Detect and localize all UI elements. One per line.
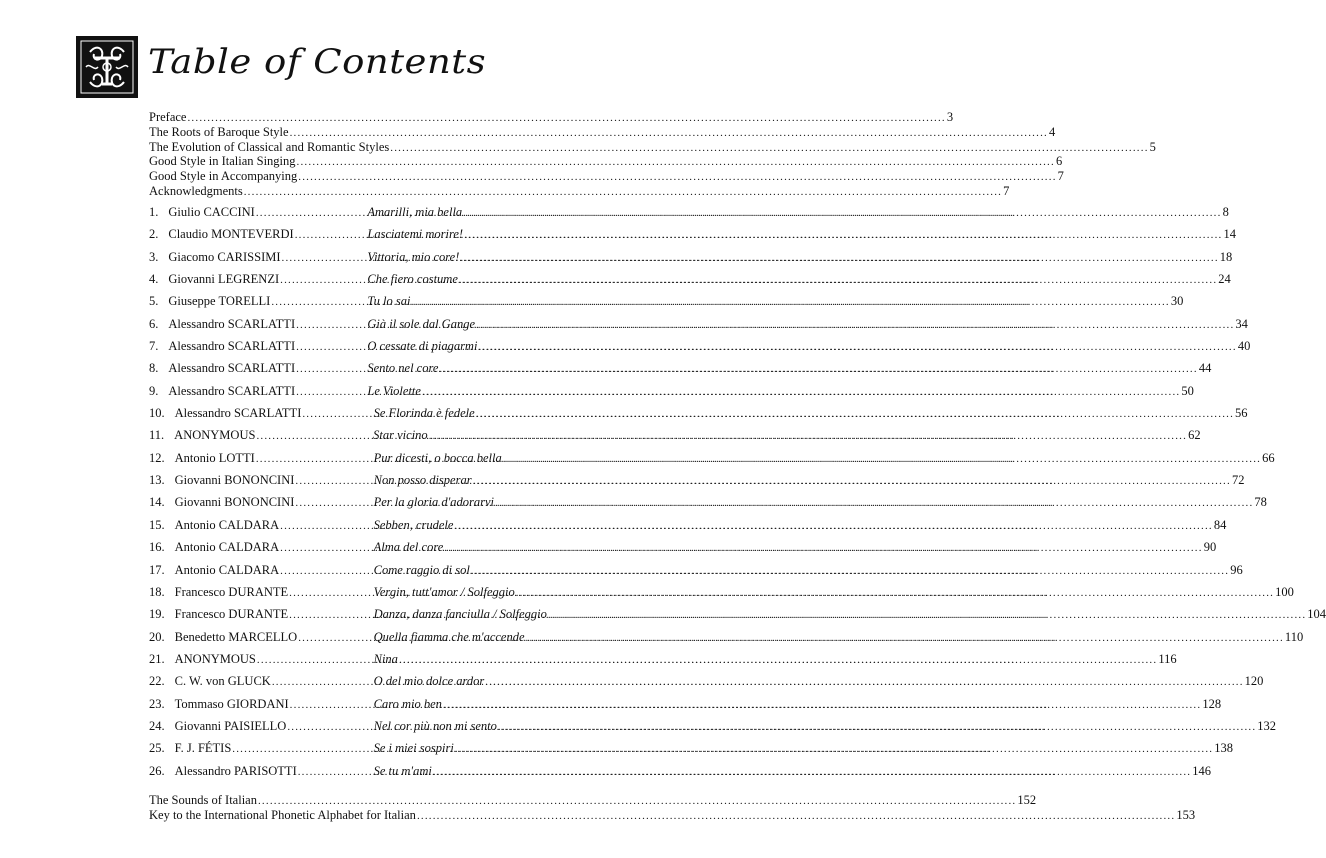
song-number: 4. (149, 272, 159, 287)
leader-dots (503, 448, 1261, 470)
leader-dots (463, 202, 1221, 224)
entry-label: Key to the International Phonetic Alphabet for Italian (149, 807, 416, 822)
song-entry[interactable] (149, 246, 1233, 268)
composer-name: Alessandro SCARLATTI (168, 361, 296, 376)
song-number: 3. (149, 249, 159, 264)
leader-dots (443, 694, 1201, 716)
song-title: Alma del core (373, 540, 444, 555)
list-item[interactable] (149, 169, 1064, 184)
composer-name: Antonio LOTTI (174, 450, 255, 465)
toc-header (76, 36, 636, 98)
leader-dots (460, 247, 1218, 269)
song-number: 8. (149, 361, 159, 376)
song-title: Che fiero costume (367, 272, 458, 287)
song-title: Danza, danza fanciulla / Solfeggio (373, 607, 547, 622)
page-number: 146 (1192, 763, 1212, 778)
song-number: 12. (149, 450, 165, 465)
song-title: Le Violette (367, 383, 421, 398)
composer-name: Antonio CALDARA (174, 562, 280, 577)
song-number: 24. (149, 718, 165, 733)
entry-label: Good Style in Italian Singing (149, 154, 296, 169)
composer-name: Giacomo CARISSIMI (168, 249, 281, 264)
composer-name: Tommaso GIORDANI (174, 696, 289, 711)
song-entry[interactable] (149, 514, 1227, 536)
composer-name: Giovanni LEGRENZI (168, 272, 280, 287)
song-title: Tu lo sai (367, 294, 411, 309)
song-title: Star vicino (373, 428, 428, 443)
composer-name: ANONYMOUS (174, 651, 256, 666)
song-entry[interactable] (149, 536, 1217, 558)
page-number: 24 (1218, 272, 1231, 287)
song-entry[interactable] (149, 447, 1275, 469)
leader-dots (417, 809, 1175, 824)
page-number: 110 (1284, 629, 1304, 644)
leader-dots (478, 336, 1236, 358)
song-number: 11. (149, 428, 165, 443)
leader-dots (548, 604, 1306, 626)
composer-name: Giulio CACCINI (168, 205, 255, 219)
page-number: 4 (1048, 124, 1056, 139)
song-title: Per la gloria d'adorarvi (373, 495, 495, 510)
song-entry[interactable] (149, 693, 1222, 715)
leader-dots (476, 314, 1234, 336)
page-number: 40 (1237, 339, 1251, 354)
song-title: Sento nel core (367, 361, 439, 376)
song-number: 2. (149, 227, 159, 242)
page-number: 78 (1254, 495, 1267, 510)
song-entry[interactable] (149, 670, 1264, 692)
song-title: Se tu m'ami (373, 763, 432, 778)
front-matter-list (149, 110, 1156, 199)
song-entry[interactable] (149, 626, 1304, 648)
song-title: O del mio dolce ardor (373, 674, 485, 689)
entry-label: The Evolution of Classical and Romantic Styles (149, 139, 390, 154)
page-number: 84 (1213, 517, 1227, 532)
leader-dots (495, 492, 1253, 514)
list-item[interactable] (149, 807, 1196, 823)
composer-name: Claudio MONTEVERDI (168, 227, 294, 242)
song-entry[interactable] (149, 559, 1243, 581)
song-entry[interactable] (149, 424, 1201, 446)
song-number: 18. (149, 584, 165, 599)
composer-name: Alessandro SCARLATTI (168, 316, 296, 331)
entry-label: Acknowledgments (149, 183, 243, 198)
song-number: 25. (149, 741, 165, 756)
song-number: 22. (149, 674, 165, 689)
song-entry[interactable] (149, 402, 1248, 424)
composer-name: Benedetto MARCELLO (174, 629, 298, 644)
leader-dots (476, 403, 1234, 425)
page-number: 153 (1176, 807, 1196, 822)
page-number: 116 (1158, 651, 1177, 666)
page-number: 7 (1003, 183, 1010, 198)
list-item[interactable] (149, 154, 1063, 169)
song-title: Sebben, crudele (373, 517, 454, 532)
leader-dots (422, 381, 1180, 403)
composer-name: Alessandro SCARLATTI (168, 383, 296, 398)
page-number: 66 (1262, 450, 1275, 465)
leader-dots (290, 126, 1048, 141)
leader-dots (411, 291, 1169, 313)
leader-dots (433, 761, 1191, 783)
composer-name: ANONYMOUS (174, 428, 256, 443)
page-number: 7 (1057, 169, 1064, 184)
composer-name: Alessandro PARISOTTI (174, 763, 297, 778)
song-entry[interactable] (149, 313, 1248, 335)
song-number: 7. (149, 339, 159, 354)
composer-name: Giovanni PAISIELLO (174, 718, 287, 733)
composer-name: C. W. von GLUCK (174, 674, 271, 689)
song-entry[interactable] (149, 268, 1231, 290)
song-entry[interactable] (149, 469, 1245, 491)
song-title: Se i miei sospiri (373, 741, 454, 756)
composer-name: Antonio CALDARA (174, 517, 280, 532)
list-item[interactable] (149, 793, 1037, 808)
leader-dots (258, 794, 1016, 809)
back-matter-list (149, 793, 1196, 823)
page-number: 30 (1170, 294, 1184, 309)
composer-name: Giovanni BONONCINI (174, 473, 295, 488)
composer-name: Alessandro SCARLATTI (168, 339, 296, 354)
page-number: 5 (1149, 139, 1156, 154)
composer-name: Giuseppe TORELLI (168, 294, 271, 309)
entry-label: Preface (149, 110, 187, 124)
page-number: 44 (1198, 361, 1212, 376)
composer-name: Francesco DURANTE (174, 607, 289, 622)
page-number: 120 (1244, 674, 1264, 689)
song-number: 9. (149, 383, 159, 398)
composer-name: Giovanni BONONCINI (174, 495, 295, 510)
song-number: 21. (149, 651, 165, 666)
song-number: 10. (149, 406, 165, 421)
song-entry[interactable] (149, 290, 1184, 312)
leader-dots (298, 170, 1056, 185)
page-number: 14 (1223, 227, 1236, 242)
song-entry[interactable] (149, 357, 1212, 379)
song-title: Lasciatemi morire! (367, 227, 464, 242)
page-number: 96 (1230, 562, 1243, 577)
leader-dots (297, 155, 1055, 170)
page-number: 3 (946, 110, 954, 124)
page-number: 90 (1203, 540, 1217, 555)
leader-dots (444, 537, 1202, 559)
leader-dots (187, 111, 945, 126)
list-item[interactable] (149, 124, 1056, 140)
song-number: 5. (149, 294, 159, 309)
page-number: 132 (1257, 718, 1277, 733)
composer-name: Alessandro SCARLATTI (174, 406, 302, 421)
song-title: O cessate di piagarmi (367, 339, 478, 354)
song-title: Vittoria, mio core! (367, 249, 460, 264)
song-entry[interactable] (149, 760, 1212, 782)
page-number: 72 (1231, 473, 1245, 488)
page-number: 152 (1017, 793, 1037, 807)
song-title: Già il sole dal Gange (367, 316, 476, 331)
leader-dots (473, 470, 1231, 492)
page-number: 34 (1235, 316, 1248, 331)
list-item[interactable] (149, 183, 1010, 199)
song-title: Pur dicesti, o bocca bella (373, 450, 502, 465)
song-entry[interactable] (149, 380, 1194, 402)
leader-dots (439, 358, 1197, 380)
leader-dots (454, 515, 1212, 537)
song-title: Come raggio di sol (373, 562, 470, 577)
page-title: Table of Contents (148, 42, 487, 81)
page-number: 128 (1202, 696, 1222, 711)
page-number: 62 (1188, 428, 1201, 443)
leader-dots (471, 560, 1229, 582)
composer-name: Antonio CALDARA (174, 540, 280, 555)
leader-dots (455, 738, 1213, 760)
page-number: 100 (1275, 584, 1294, 599)
song-entry[interactable] (149, 648, 1177, 670)
leader-dots (459, 269, 1217, 291)
song-number: 15. (149, 517, 165, 532)
leader-dots (516, 582, 1274, 604)
leader-dots (244, 185, 1002, 200)
song-number: 23. (149, 696, 165, 711)
song-entry[interactable] (149, 581, 1294, 603)
list-item[interactable] (149, 110, 954, 125)
page-number: 6 (1055, 154, 1063, 169)
song-number: 1. (149, 205, 159, 219)
page-number: 104 (1307, 607, 1326, 622)
song-entry[interactable] (149, 715, 1277, 737)
leader-dots (390, 141, 1148, 156)
composer-name: F. J. FÉTIS (174, 741, 232, 756)
song-title: Amarilli, mia bella (367, 205, 463, 219)
page-number: 8 (1222, 205, 1229, 219)
page-number: 56 (1235, 406, 1248, 421)
song-title: Nel cor più non mi sento (373, 718, 497, 733)
leader-dots (399, 649, 1157, 671)
song-number: 16. (149, 540, 165, 555)
entry-label: Good Style in Accompanying (149, 169, 298, 184)
song-number: 13. (149, 473, 165, 488)
decorative-initial-t-icon (76, 36, 138, 98)
song-number: 14. (149, 495, 165, 510)
song-title: Quella fiamma che m'accende (373, 629, 525, 644)
leader-dots (498, 716, 1256, 738)
page-number: 50 (1181, 383, 1194, 398)
song-title: Caro mio ben (373, 696, 442, 711)
song-entry[interactable] (149, 491, 1267, 513)
song-title: Nina (373, 651, 398, 666)
song-number: 6. (149, 316, 159, 331)
song-entry[interactable] (149, 201, 1229, 223)
entry-label: The Roots of Baroque Style (149, 124, 289, 139)
song-number: 17. (149, 562, 165, 577)
song-entry[interactable] (149, 603, 1326, 625)
song-number: 19. (149, 607, 165, 622)
leader-dots (429, 425, 1187, 447)
leader-dots (464, 224, 1222, 246)
song-number: 26. (149, 763, 165, 778)
song-entry[interactable] (149, 737, 1233, 759)
page-number: 18 (1219, 249, 1233, 264)
page-number: 138 (1214, 741, 1233, 756)
song-entry[interactable] (149, 335, 1251, 357)
leader-dots (485, 671, 1243, 693)
entry-label: The Sounds of Italian (149, 793, 257, 807)
song-number: 20. (149, 629, 165, 644)
song-entry[interactable] (149, 223, 1236, 245)
song-title: Vergin, tutt'amor / Solfeggio (373, 584, 515, 599)
list-item[interactable] (149, 139, 1156, 155)
song-title: Non posso disperar (373, 473, 472, 488)
song-list (149, 201, 1326, 782)
leader-dots (526, 627, 1284, 649)
song-title: Se Florinda è fedele (373, 406, 475, 421)
composer-name: Francesco DURANTE (174, 584, 289, 599)
